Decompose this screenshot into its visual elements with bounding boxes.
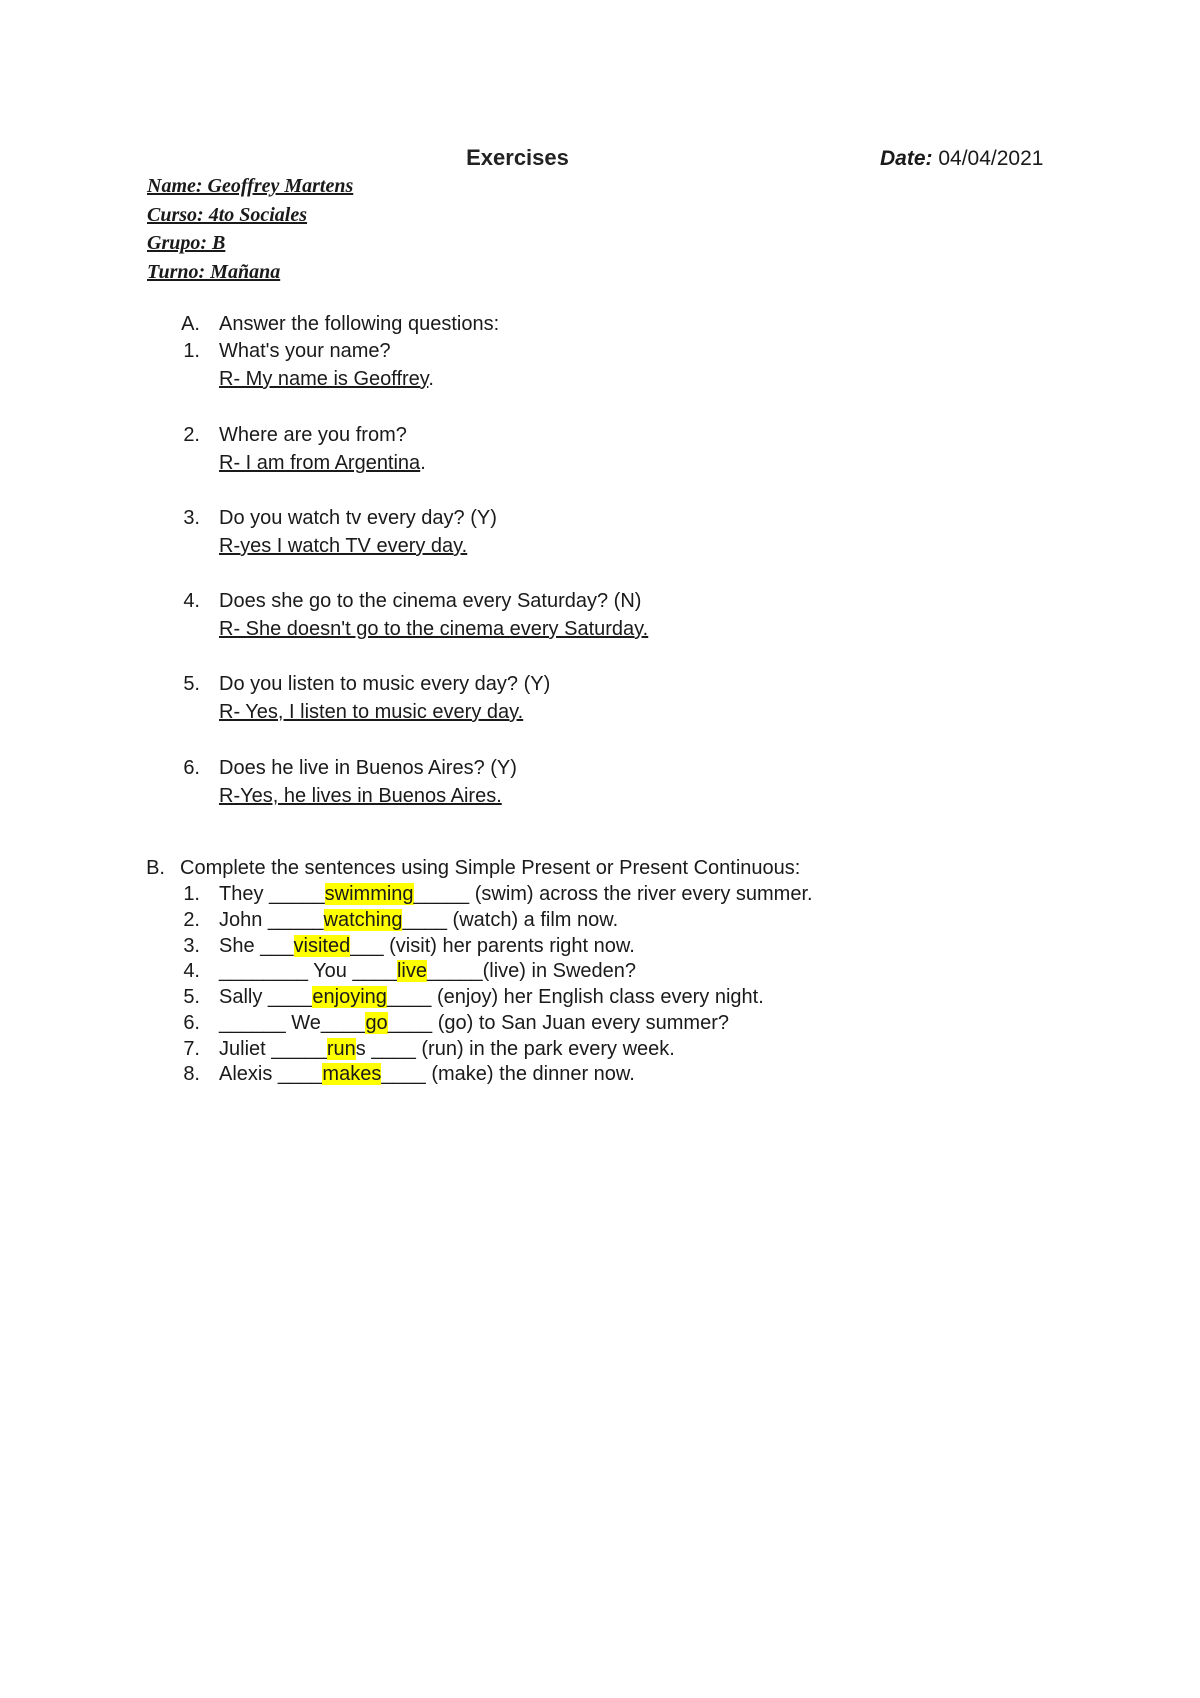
curso-line: Curso: 4to Sociales [147,203,308,226]
highlighted-answer: visited [293,935,351,957]
section-b-marker: B. [146,857,165,879]
highlighted-answer: watching [323,909,403,931]
student-info [147,172,353,286]
highlighted-answer: enjoying [312,986,387,1008]
highlighted-answer: makes [322,1063,382,1085]
grupo-line: Grupo: B [147,232,226,254]
answer-1: R- My name is Geoffrey. [219,368,434,390]
turno-line: Turno: Mañana [147,260,281,283]
highlighted-answer: go [365,1012,388,1034]
date-line [880,147,1043,171]
answer-3: R-yes I watch TV every day. [219,535,468,557]
date-label: Date: [880,147,933,170]
answer-5: R- Yes, I listen to music every day. [219,701,524,723]
document-page: Exercises Date: 04/04/2021 Name: Geoffrey Martens Curso: 4to Sociales Grupo: B Turno: Mañana A. Answer the following questions: 1. What's your name? R- My name is Geoffrey. 2. Where are you from? R- I am from Argentina. 3. Do you watch tv every day? (Y) R-yes I watch TV every day. 4. Does she go to the cinema every Saturday? (N) R- She doesn't go to the cinema every Saturday. 5. Do you listen to music every day? (Y) R- Yes, I listen to music every day. 6. Does he live in Buenos Aires? (Y) R-Yes, he lives in Buenos Aires. B. Complete the sentences using Simple Present or Present Continuous: 1. They _____swimming_____ (swim) across the river every summer. 2. John _____watching____ (watch) a film now. 3. She ___visited___ (visit) her parents right now. 4. ________ You ____live_____(live) in Sweden? 5. Sally ____enjoying____ (enjoy) her English class every night. 6. ______ We____go____ (go) to San Juan every summer? 7. Juliet _____runs ____ (run) in the park every week. 8. Alexis ____makes____ (make) the dinner now. [0,0,1200,1698]
name-line: Name: Geoffrey Martens [147,175,354,197]
page-title: Exercises [466,145,569,170]
section-b-heading-text: Complete the sentences using Simple Present or Present Continuous: [180,857,801,879]
section-a-heading-text: Answer the following questions: [219,313,500,335]
highlighted-answer: live [396,960,427,982]
highlighted-answer: swimming [324,883,414,905]
answer-2: R- I am from Argentina. [219,452,426,474]
answer-6: R-Yes, he lives in Buenos Aires. [219,785,502,807]
date-value: 04/04/2021 [938,147,1044,170]
highlighted-answer: run [326,1038,356,1060]
section-a-marker: A. [181,313,200,335]
answer-4: R- She doesn't go to the cinema every Saturday. [219,618,649,640]
